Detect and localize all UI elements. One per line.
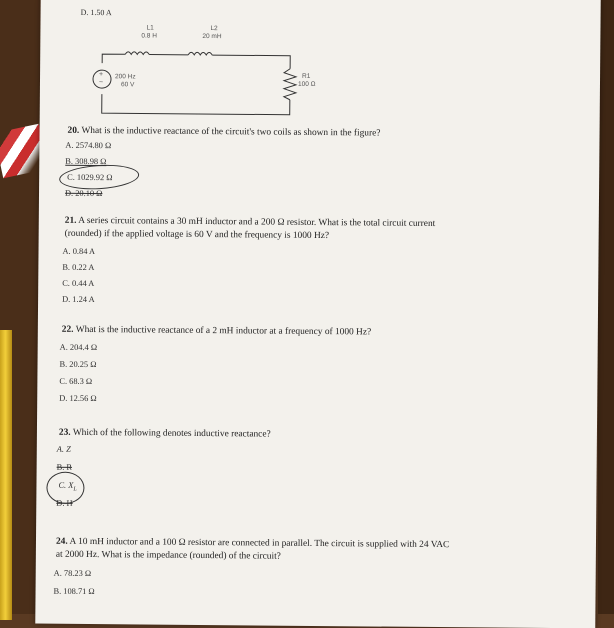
option-a: A. Z: [57, 445, 71, 454]
option-d: D. H: [56, 499, 72, 508]
source-voltage: 60 V: [121, 81, 134, 88]
inductor-l2: [188, 52, 212, 55]
question-number: 24.: [56, 537, 68, 547]
option-c-text: C. X: [58, 481, 73, 490]
question-text-line2: at 2000 Hz. What is the impedance (rounded) of the circuit?: [56, 549, 281, 564]
question-number: 21.: [65, 216, 77, 226]
question-text: What is the inductive reactance of the circuit's two coils as shown in the figure?: [81, 126, 380, 139]
question-text: What is the inductive reactance of a 2 mH inductor at a frequency of 1000 Hz?: [76, 325, 372, 338]
option-c-subscript: L: [73, 487, 76, 493]
option-a: A. 204.4 Ω: [60, 343, 97, 352]
option-c: C. 1029.92 Ω: [67, 173, 112, 182]
question-number: 23.: [59, 428, 71, 438]
question-text-line1: A series circuit contains a 30 mH inductor and a 200 Ω resistor. What is the total circuit current: [78, 216, 435, 229]
r1-label: R1: [302, 73, 310, 80]
inductor-l1: [125, 52, 149, 55]
l2-value: 20 mH: [202, 33, 221, 40]
source-minus: −: [99, 79, 103, 86]
option-a: A. 0.84 A: [62, 247, 95, 256]
r1-value: 100 Ω: [298, 81, 316, 88]
option-d: D. 12.56 Ω: [59, 394, 96, 403]
question-text-line1: A 10 mH inductor and a 100 Ω resistor are connected in parallel. The circuit is supplied with 24 VAC: [69, 537, 449, 550]
option-b: B. R: [57, 463, 72, 472]
l2-label: L2: [210, 25, 217, 32]
source-plus: +: [99, 71, 103, 78]
option-a: A. 2574.80 Ω: [65, 141, 111, 150]
pencil: [0, 330, 12, 620]
worksheet-page: [35, 0, 600, 628]
resistor-r1: [284, 69, 296, 100]
question-text-line2: (rounded) if the applied voltage is 60 V and the frequency is 1000 Hz?: [65, 228, 330, 243]
desk-surface-right: [598, 0, 614, 614]
option-b: B. 20.25 Ω: [59, 360, 96, 369]
option-b: B. 0.22 A: [62, 263, 94, 272]
l1-value: 0.8 H: [141, 32, 157, 39]
option-b: B. 108.71 Ω: [54, 587, 95, 596]
l1-label: L1: [146, 24, 153, 31]
option-d: D. 1.24 A: [62, 295, 95, 304]
option-c: C. 68.3 Ω: [59, 377, 92, 386]
answer-circle-mark: [59, 163, 140, 192]
question-number: 22.: [62, 325, 74, 335]
source-frequency: 200 Hz: [115, 73, 136, 80]
question-text: Which of the following denotes inductive reactance?: [73, 428, 271, 440]
option-b: B. 308.98 Ω: [65, 157, 106, 166]
option-c: C. 0.44 A: [62, 279, 94, 288]
answer-circle-mark: [46, 472, 84, 504]
option-a: A. 78.23 Ω: [54, 569, 91, 578]
option-d: D. 20.10 Ω: [65, 189, 102, 198]
previous-answer: D. 1.50 A: [81, 8, 112, 17]
question-number: 20.: [68, 126, 80, 136]
circuit-wires: [40, 0, 601, 138]
